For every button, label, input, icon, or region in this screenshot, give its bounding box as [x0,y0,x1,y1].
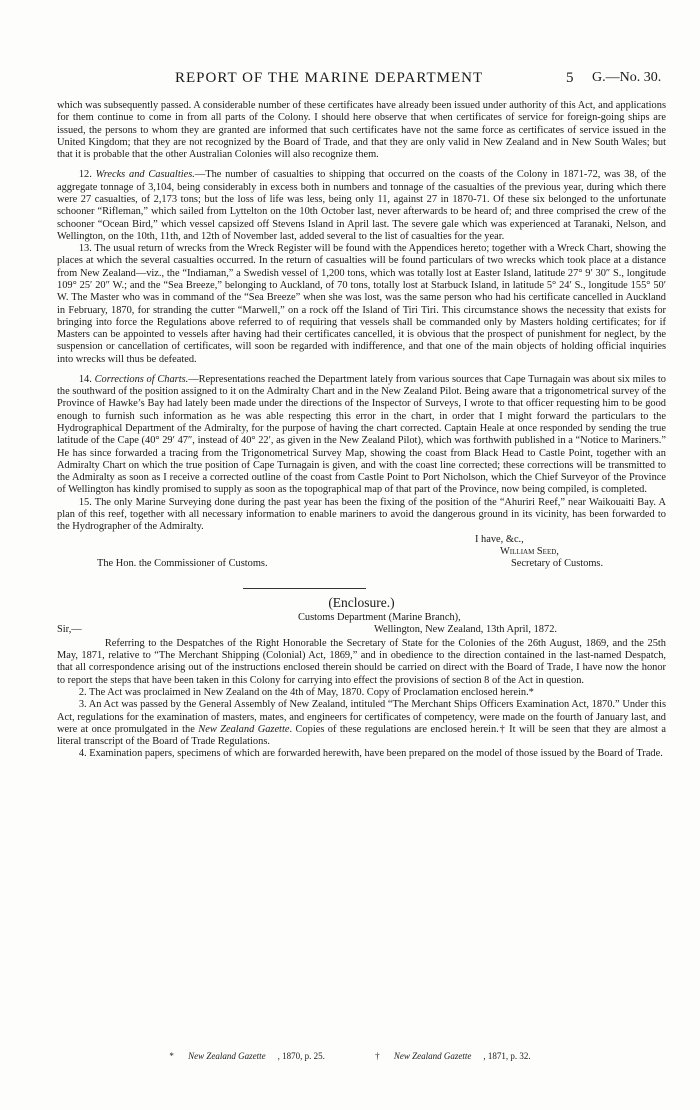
report-body [57,100,666,761]
series-number: G.—No. 30. [592,70,662,85]
page-number: 5 [566,70,574,86]
footnote-ref: , 1870, p. 25. [277,1051,325,1061]
section-heading: Corrections of Charts. [94,373,189,385]
footnote-1 [157,1051,337,1061]
running-title: REPORT OF THE MARINE DEPARTMENT [175,70,484,86]
signatory-title: Secretary of Customs. [511,557,604,569]
salutation: Sir,— [57,623,82,635]
paragraph-text: —Representations reached the Department lately from various sources that Cape Turnagain was about six miles to the southward of the position assigned to it on the Admiralty Chart and in the New Zealand Pilot. Being aware that a trigonometrical survey of the Province of Hawke’s Bay had lately been made under the directions of the Inspector of Surveys, I wrote to that officer requesting him to be good enough to furnish such information as he was able respecting this error in the chart, in order that I might forward the particulars to the Hydrographical Department of the Admiralty, for the purpose of having the chart corrected. Captain Heale at once responded by sending the true latitude of the Cape (40° 29′ 47″, instead of 40° 22′, as given in the New Zealand Pilot), which was forthwith published in a “Notice to Mariners.” He has since forwarded a tracing from the Trigonometrical Survey Map, showing the coast from Black Head to Castle Point, together with an Admiralty Chart on which the true position of Cape Turnagain is given, and with the coast line corrected; these corrections will be transmitted to the Admiralty as soon as I receive a corrected outline of the coast from Castle Point to Port Nicholson, which the Chief Surveyor of the Province of Wellington has kindly promised to supply as soon as the topographical map of that part of the Province, now being compiled, is completed. [57,373,666,496]
addressee: The Hon. the Commissioner of Customs. [97,557,268,569]
footnote-mark: † [375,1051,380,1061]
paragraph-15: 15. The only Marine Surveying done during the past year has been the fixing of the position of the “Ahuriri Reef,” near Waikouaiti Bay. A plan of this reef, together with all necessary information to enable mariners to avoid the dangerous ground in its vicinity, has been forwarded to the Hydrographer of the Admiralty. [57,496,666,533]
paragraph-number: 14. [78,373,92,385]
footnote-title: New Zealand Gazette [188,1051,266,1061]
page-header [0,70,700,90]
footnote-ref: , 1871, p. 32. [483,1051,531,1061]
sender-department: Customs Department (Marine Branch), [298,611,461,623]
signatory-name: William Seed, [500,545,559,557]
paragraph-12 [57,169,666,243]
footnotes [0,1051,700,1061]
enclosure-paragraph-3 [57,699,666,748]
signature-block [57,534,666,576]
section-divider [243,588,366,589]
footnote-title: New Zealand Gazette [393,1051,472,1061]
paragraph-continuation: which was subsequently passed. A considerable number of these certificates have already been issued under authority of this Act, and applications for them continue to come in from all parts of the Colony. I should here observe that when certificates of service for foreign-going ships are issued, the persons to whom they are granted are informed that such certificates have not the same force as certificates of service issued in the United Kingdom; that they are not recognized by the Board of Trade, and that they are only valid in New Zealand and in New South Wales; but that it is probable that the other Australian Colonies will also recognize them. [57,100,666,161]
enclosure-paragraph-2: 2. The Act was proclaimed in New Zealand on the 4th of May, 1870. Copy of Proclamation enclosed herein.* [78,686,534,698]
enclosure-paragraph-1: Referring to the Despatches of the Right Honorable the Secretary of State for the Colonies of the 26th August, 1869, and the 25th May, 1871, relative to “The Merchant Shipping (Colonial) Act, 1869,” and in obedience to the direction contained in the last-named Despatch, that all correspondence arising out of the instructions enclosed therein should be carried on direct with the Board of Trade, I have now the honor to report the steps that have been taken in this Colony for carrying into effect the provisions of section 8 of the Act in question. [57,637,666,686]
gazette-title: New Zealand Gazette [198,723,290,735]
section-heading: Wrecks and Casualties. [95,169,195,181]
paragraph-text: 3. An Act was passed by the General Assembly of New Zealand, intituled “The Merchant Ships Officers Examination Act, 1870.” Under this Act, regulations for the examination of masters, mates, and engineers for certificates of competency, were made on the fourth of January last, and were at once promulgated in the [57,699,666,735]
paragraph-number: 12. [78,169,92,181]
paragraph-13: 13. The usual return of wrecks from the Wreck Register will be found with the Appendices hereto; together with a Wreck Chart, showing the places at which the several casualties occurred. In the return of casualties will be found particulars of two wrecks which took place at a distance from New Zealand—viz., the “Indiaman,” a Swedish vessel of 1,200 tons, which was totally lost at Easter Island, latitude 27° 9′ 30″ S., longitude 109° 25′ 20″ W.; and the “Sea Breeze,” belonging to Auckland, of 70 tons, totally lost at Starbuck Island, in latitude 5° 24′ S., longitude 155° 50′ W. The Master who was in command of the “Sea Breeze” when she was lost, was the same person who had his certificate cancelled in Auckland in February, 1870, for stranding the cutter “Marwell,” on a rock off the Island of Tiri Tiri. This circumstance shows the necessity that exists for bringing into force the Regulations above referred to of requiring that vessels shall be commanded only by Masters holding certificates; for if Masters can be appointed to vessels after having had their certificates cancelled, it is obvious that the prospect of punishment for neglect, by the suspension or cancellation of certificates, will soon be regarded with indifference, and that one of the main objects of holding official inquiries into wrecks will thus be defeated. [57,243,666,365]
paragraph-14 [57,374,666,497]
paragraph-text: —The number of casualties to shipping that occurred on the coasts of the Colony in 1871-72, was 38, of the aggregate tonnage of 3,104, being considerably in excess both in numbers and tonnage of the casualties of the previous year, during which there were 27 casualties, of 2,173 tons; but the loss of life was less, being only 11, against 27 in 1870-71. Of these six belonged to the unfortunate schooner “Rifleman,” which sailed from Lyttelton on the 10th October last, never afterwards to be heard of; and three comprised the crew of the schooner “Ocean Bird,” which vessel capsized off Stevens Island in April last. The severe gale which was experienced at Taranaki, Nelson, and Wellington, on the 10th, 11th, and 12th of November last, added several to the list of casualties for the year. [57,169,666,242]
enclosure-paragraph-4: 4. Examination papers, specimens of which are forwarded herewith, have been prepared on the model of those issued by the Board of Trade. [78,748,663,760]
footnote-mark: * [169,1051,174,1061]
paragraph-text: . Copies of these regulations are enclosed herein.† It will be seen that they are almost a literal transcript of the Board of Trade Regulations. [57,723,666,748]
place-date: Wellington, New Zealand, 13th April, 1872. [374,623,557,635]
closing-line: I have, &c., [475,533,524,545]
letter-header [57,612,666,638]
enclosure-heading: (Enclosure.) [328,594,395,610]
footnote-2 [363,1051,543,1061]
